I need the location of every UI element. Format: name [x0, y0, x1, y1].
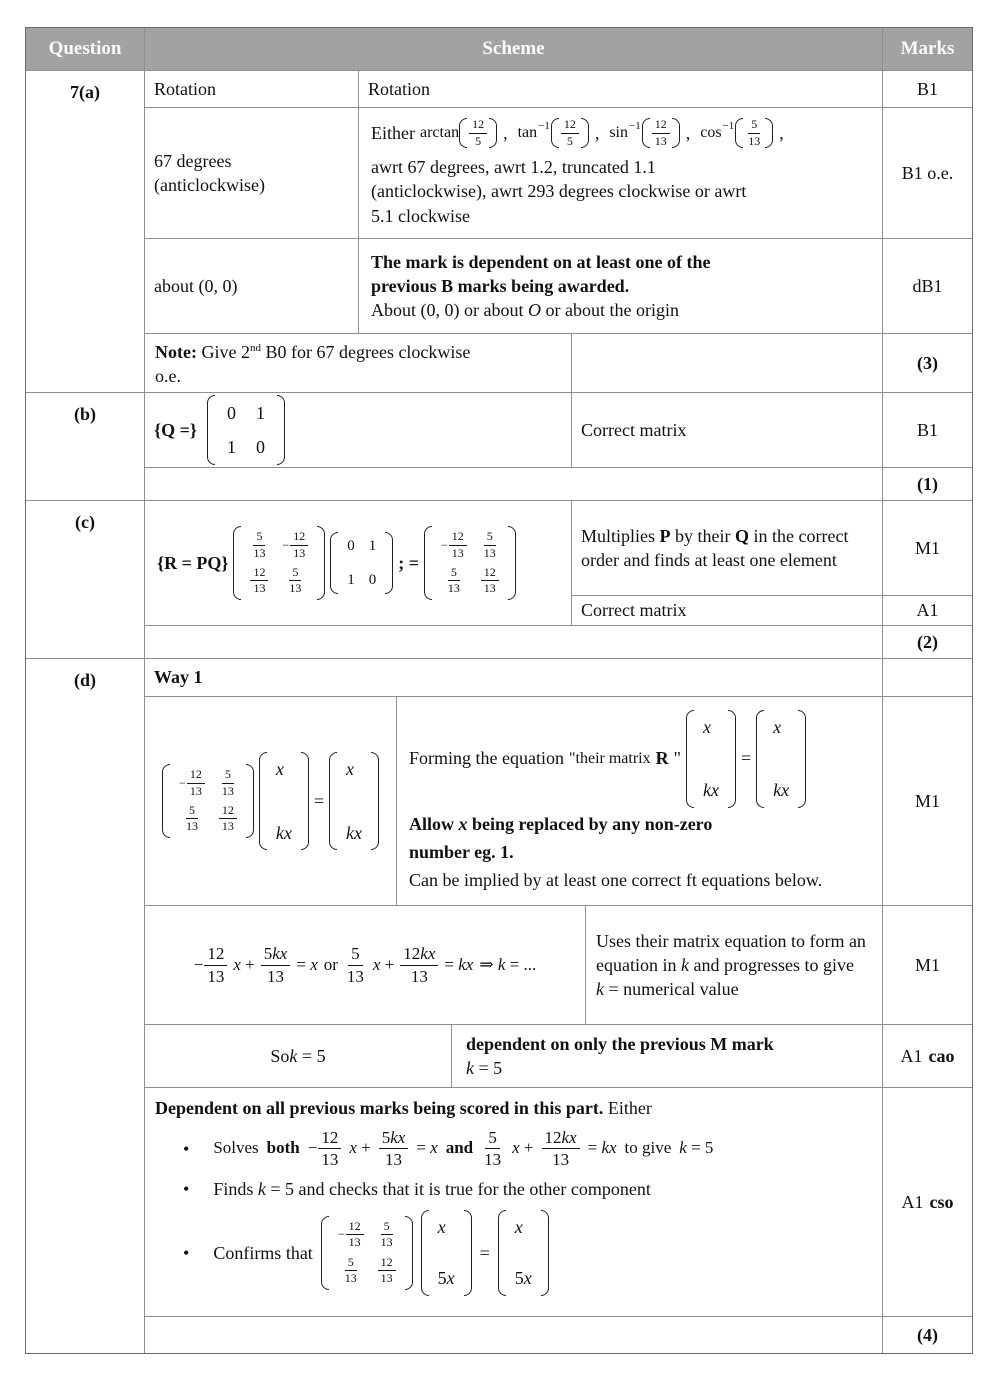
left-paren-icon: [321, 1216, 329, 1290]
d-total-marks: [883, 1317, 972, 1353]
c-matrix-p-entry-10: 12 13: [250, 566, 268, 596]
a-about-plain1: About (0, 0) or about: [371, 300, 528, 321]
d4-bullet-solves: [155, 1128, 713, 1169]
d2-mark-m1-text: M1: [914, 954, 940, 975]
c-total-marks: [883, 626, 972, 658]
mark-scheme-table: [25, 27, 973, 1354]
d1-matrix-entry-11: 12 13: [219, 804, 237, 834]
a-answer-67-degrees: [145, 108, 358, 238]
d4-finds-word: Finds: [213, 1179, 258, 1200]
header-scheme-label: Scheme: [482, 38, 545, 60]
a-trig-line: [371, 118, 789, 148]
d2-description-cell: [586, 906, 882, 1024]
left-paren-icon: [686, 710, 694, 808]
d1-bold-R: R: [655, 748, 669, 769]
d2-x-plus1: x +: [233, 954, 255, 974]
d2-d3: = numerical value: [604, 979, 739, 1000]
c-matrix-q-entry-11: 0: [368, 572, 377, 588]
question-label-c: [26, 501, 144, 658]
c-d1c: by their: [670, 525, 736, 546]
b-matrix-entry-00: 0: [226, 403, 236, 424]
d4-frac4: 12kx 13: [542, 1128, 580, 1169]
header-question: [26, 28, 144, 70]
d1-v3-x: x: [702, 716, 711, 737]
d4-matrix-entry-00: − $\frac{12}{13}$: [338, 1220, 364, 1250]
c-r-equals-pq-label: {R = PQ}: [157, 552, 229, 573]
c-semicolon-equals: ; =: [398, 552, 419, 573]
d4-x-plus2: x +: [512, 1138, 534, 1158]
d-total-text: (4): [917, 1324, 938, 1345]
d3-k-equals-5: k = 5: [289, 1045, 326, 1066]
b-mark-b1-text: B1: [916, 419, 938, 440]
b-matrix-entry-01: 1: [255, 403, 265, 424]
a-answer-rotation: [145, 71, 358, 107]
right-paren-icon: [246, 764, 254, 838]
left-paren-icon: [329, 752, 337, 850]
a-dependent-bold-line1: The mark is dependent on at least one of the: [371, 251, 711, 272]
c-bold-Q: Q: [735, 525, 750, 546]
d4-bullet-confirms: [155, 1210, 549, 1296]
d4-v1-5x: 5x: [437, 1268, 455, 1289]
b-matrix: [207, 395, 285, 465]
a-scheme-dependent-note: [359, 239, 882, 333]
left-paren-icon: [233, 526, 241, 600]
a-note-pre: Give 2: [196, 342, 250, 362]
b-total-marks: [883, 468, 972, 500]
a-note-empty-cell: [572, 334, 882, 392]
d1-matrix-entry-01: 5 13: [221, 767, 234, 798]
d3-mark-a1-cao: [883, 1025, 972, 1087]
right-paren-icon: [508, 526, 516, 600]
a-note-line1: [155, 340, 470, 364]
left-paren-icon: [551, 118, 559, 148]
a-note-superscript: nd: [249, 342, 261, 354]
d1-allow-line2: number eg. 1.: [409, 841, 514, 862]
c-correct-matrix-text: Correct matrix: [581, 600, 687, 621]
d3-k5-line: k = 5: [466, 1058, 503, 1078]
d2-frac1: − $\frac{12}{13}$: [194, 944, 228, 985]
c-mark-m1: [883, 501, 972, 595]
a-mark-b1-text: B1: [916, 78, 938, 99]
d4-finds-rest: and checks that it is true for the other component: [294, 1179, 651, 1200]
bullet-icon: •: [183, 1179, 190, 1200]
comma: ,: [594, 122, 600, 143]
c-matrix-p: [233, 526, 325, 600]
d4-frac3: 5 13: [484, 1128, 502, 1170]
c-matrix-p-entry-00: 5 13: [253, 529, 266, 560]
right-paren-icon: [541, 1210, 549, 1296]
c-description-a1-cell: [572, 596, 882, 625]
c-matrix-p-entry-01: − $\frac{12}{13}$: [282, 530, 308, 560]
d1-v4-x: x: [773, 716, 782, 737]
d4-frac1: − $\frac{12}{13}$: [308, 1128, 342, 1169]
right-paren-icon: [672, 118, 680, 148]
a-scheme-rotation: [359, 71, 882, 107]
d4-solves-word: Solves: [213, 1138, 259, 1158]
a-about-plain2: or about the origin: [540, 300, 679, 321]
d4-v1-x: x: [437, 1216, 446, 1237]
d3-dependent-cell: [452, 1025, 882, 1087]
d1-mark-m1: [883, 697, 972, 905]
cos-superscript: −1: [722, 119, 735, 132]
d1-allow-x: x: [458, 813, 468, 834]
d-way1-text: Way 1: [154, 667, 203, 688]
d4-matrix-entry-01: 5 13: [380, 1218, 393, 1250]
tan-inverse-expression: [518, 118, 589, 148]
d1-their-matrix-quote: "their matrix: [568, 749, 651, 767]
c-d1a: Multiplies: [581, 525, 660, 546]
a-rotation-right: Rotation: [368, 78, 430, 99]
arctan-expression: [420, 118, 497, 148]
a-awrt-line3: 5.1 clockwise: [371, 205, 470, 226]
d1-v2-kx: kx: [345, 822, 362, 843]
c-matrix-q-entry-00: 0: [347, 537, 355, 554]
b-matrix-entry-11: 0: [255, 436, 265, 457]
d1-matrix-r: [162, 764, 254, 838]
arctan-name: arctan: [419, 124, 460, 142]
d4-vector-x5x-right: [498, 1210, 549, 1296]
c-matrix-work-cell: [145, 501, 571, 625]
sin-name: sin: [609, 124, 628, 142]
tan-name: tan: [517, 124, 538, 142]
d1-matrix-entry-00: − $\frac{12}{13}$: [179, 768, 205, 798]
d3-so-k5-cell: [145, 1025, 451, 1087]
d4-both-bold: both: [266, 1138, 300, 1158]
d3-mark-cao-text: cao: [928, 1045, 955, 1066]
a-awrt-line2: (anticlockwise), awrt 293 degrees clockwise or awrt: [371, 181, 747, 202]
d4-matrix-entry-11: 12 13: [378, 1256, 396, 1286]
right-paren-icon: [464, 1210, 472, 1296]
c-bold-P: P: [659, 525, 671, 546]
d4-mark-cso-text: cso: [929, 1191, 954, 1212]
d3-mark-a1-text: A1: [900, 1045, 923, 1066]
header-marks: [883, 28, 972, 70]
d4-heading-either: Either: [603, 1098, 652, 1118]
question-label-7a: [26, 71, 144, 392]
d1-v3-kx: kx: [702, 780, 719, 801]
d2-equation-cell: [145, 906, 585, 1024]
header-question-label: Question: [48, 38, 122, 60]
question-label-d: [26, 659, 144, 1353]
right-paren-icon: [371, 752, 379, 850]
bullet-icon: •: [183, 1138, 190, 1159]
c-empty-row: [145, 626, 882, 658]
tan-superscript: −1: [538, 119, 550, 132]
d4-matrix-entry-10: 5 13: [344, 1254, 357, 1286]
right-paren-icon: [277, 395, 285, 465]
d4-heading: [155, 1096, 652, 1120]
a-total-text: (3): [917, 352, 938, 373]
d2-k-numerical-line: [596, 977, 739, 1001]
c-matrix-q-entry-10: 1: [347, 572, 355, 588]
d2-mark-m1: [883, 906, 972, 1024]
d4-frac2: 5kx 13: [379, 1128, 409, 1169]
d4-bullets-cell: [145, 1088, 882, 1316]
arctan-fraction: 12 5: [469, 118, 487, 148]
a-about-00-text: about (0, 0): [154, 275, 238, 296]
a-67deg-line2: (anticlockwise): [154, 175, 265, 195]
right-paren-icon: [765, 118, 773, 148]
b-matrix-entry-10: 1: [226, 436, 236, 457]
d1-equals-sign: =: [313, 790, 324, 811]
right-paren-icon: [301, 752, 309, 850]
d1-v4-kx: kx: [773, 780, 790, 801]
d1-vector-xkx-b: [756, 710, 806, 808]
sin-superscript: −1: [629, 119, 641, 132]
header-scheme: [145, 28, 882, 70]
d2-frac3: 5 13: [346, 944, 364, 986]
question-b-text: (b): [74, 404, 96, 424]
d4-k-equals-5: k = 5: [679, 1138, 714, 1158]
d-way1-cell: [145, 659, 882, 696]
a-rotation-left: Rotation: [154, 78, 216, 99]
comma: ,: [503, 122, 508, 143]
d4-mark-a1-text: A1: [901, 1191, 924, 1212]
d-way1-empty-mark: [883, 659, 972, 696]
d4-mark-a1-cso: [883, 1088, 972, 1316]
d1-vector-xkx-a: [686, 710, 736, 808]
d3-so-word: So: [270, 1045, 290, 1066]
d4-equals-kx: = kx: [587, 1138, 617, 1158]
right-paren-icon: [385, 532, 393, 595]
d-empty-row: [145, 1317, 882, 1353]
left-paren-icon: [756, 710, 764, 808]
a-note-cell: [145, 334, 571, 392]
d1-allow-pre: Allow: [409, 813, 459, 834]
b-total-text: (1): [917, 473, 938, 494]
b-empty-row: [145, 468, 882, 500]
tan-fraction: 12 5: [561, 118, 579, 148]
left-paren-icon: [207, 395, 215, 465]
d4-finds-line: [213, 1177, 651, 1201]
c-matrix-r-result: [424, 526, 516, 600]
d1-close-quote: ": [673, 748, 681, 769]
d1-v1-x: x: [275, 759, 284, 779]
a-67deg-line1: 67 degrees: [154, 150, 232, 171]
question-label-b: [26, 393, 144, 500]
d4-x-plus1: x +: [349, 1138, 371, 1158]
a-note-line2: o.e.: [155, 366, 181, 387]
a-dependent-bold-line2: previous B marks being awarded.: [371, 275, 630, 296]
d1-allow-post: being replaced by any non-zero: [467, 813, 713, 834]
left-paren-icon: [459, 118, 467, 148]
d2-d1: Uses their matrix equation to form an equation in: [596, 930, 866, 975]
header-marks-label: Marks: [900, 38, 955, 60]
d4-matrix: [321, 1216, 413, 1290]
c-matrix-r-entry-10: 5 13: [447, 565, 460, 596]
a-mark-b1-oe: [883, 108, 972, 238]
question-7a-text: 7(a): [70, 82, 100, 102]
d2-or-word: or: [323, 954, 338, 974]
b-mark-b1: [883, 393, 972, 467]
c-multiplies-text: [581, 524, 873, 573]
d4-v2-x: x: [514, 1216, 523, 1237]
d4-confirms-word: Confirms that: [213, 1242, 313, 1263]
d1-vector-xkx-left: [259, 752, 309, 850]
question-c-text: (c): [75, 512, 95, 532]
left-paren-icon: [498, 1210, 506, 1296]
left-paren-icon: [330, 532, 338, 595]
d2-frac2: 5kx 13: [261, 944, 291, 985]
d1-mark-m1-text: M1: [914, 790, 940, 811]
left-paren-icon: [259, 752, 267, 850]
c-total-text: (2): [917, 631, 938, 652]
d2-implies-k: ⇒ k = ...: [479, 954, 537, 974]
c-mark-m1-text: M1: [914, 537, 940, 558]
right-paren-icon: [798, 710, 806, 808]
left-paren-icon: [421, 1210, 429, 1296]
c-matrix-p-entry-11: 5 13: [289, 565, 302, 596]
d2-equals-x: = x: [296, 954, 318, 974]
sin-inverse-expression: [609, 118, 679, 148]
d1-v2-x: x: [345, 759, 354, 779]
d1-allow-line1: [409, 812, 712, 836]
a-awrt-lines: [371, 155, 746, 228]
a-note-post: B0 for 67 degrees clockwise: [260, 342, 471, 362]
question-d-text: (d): [74, 670, 96, 690]
d1-matrix-equation-cell: [145, 697, 396, 905]
d3-dependent-bold: dependent on only the previous M mark: [466, 1033, 774, 1054]
right-paren-icon: [581, 118, 589, 148]
d4-bullet-finds: [155, 1177, 651, 1201]
bullet-icon: •: [183, 1242, 190, 1263]
c-matrix-q-entry-01: 1: [368, 537, 377, 554]
right-paren-icon: [728, 710, 736, 808]
c-matrix-r-entry-11: 12 13: [481, 566, 499, 596]
d1-forming-line: [409, 710, 806, 808]
a-awrt-line1: awrt 67 degrees, awrt 1.2, truncated 1.1: [371, 156, 656, 177]
d4-and-bold: and: [445, 1138, 474, 1158]
left-paren-icon: [424, 526, 432, 600]
right-paren-icon: [317, 526, 325, 600]
cos-inverse-expression: [700, 118, 773, 148]
a-mark-db1: [883, 239, 972, 333]
left-paren-icon: [735, 118, 743, 148]
d1-description-cell: [397, 697, 882, 905]
d4-heading-bold: Dependent on all previous marks being scored in this part.: [155, 1098, 604, 1118]
b-q-equals-label: {Q =}: [154, 419, 197, 440]
d4-equals-x: = x: [416, 1138, 438, 1158]
a-mark-b1: [883, 71, 972, 107]
c-mark-a1: [883, 596, 972, 625]
d2-italic-k2: k: [596, 979, 604, 1000]
comma: ,: [779, 122, 784, 143]
c-description-m1-cell: [572, 501, 882, 595]
d2-frac4: 12kx 13: [400, 944, 438, 985]
d4-equals-sign: =: [479, 1242, 490, 1263]
d2-equals-kx: = kx: [444, 954, 474, 974]
c-matrix-q: [330, 532, 393, 595]
d1-forming-text: Forming the equation: [409, 748, 564, 769]
cos-fraction: 5 13: [748, 117, 761, 148]
a-about-origin-line: [371, 298, 679, 322]
d4-finds-k5: k = 5: [257, 1179, 294, 1200]
c-d1e: in the correct order and finds at least one element: [581, 525, 849, 570]
d2-italic-k: k: [680, 954, 689, 975]
d1-v1-kx: kx: [275, 822, 292, 843]
b-correct-matrix-text: Correct matrix: [581, 419, 687, 440]
cos-name: cos: [700, 124, 722, 142]
d4-vector-x5x-left: [421, 1210, 472, 1296]
d2-x-plus2: x +: [372, 954, 395, 974]
a-origin-O: O: [527, 300, 541, 321]
a-total-marks: [883, 334, 972, 392]
a-scheme-either: [359, 108, 882, 238]
a-mark-b1-oe-text: B1 o.e.: [901, 162, 954, 183]
c-matrix-r-entry-00: − $\frac{12}{13}$: [441, 530, 467, 560]
d4-to-give: to give: [624, 1138, 672, 1158]
d1-equals-sign2: =: [740, 748, 752, 769]
right-paren-icon: [489, 118, 497, 148]
d1-implied-text: Can be implied by at least one correct ft equations below.: [409, 870, 823, 891]
c-mark-a1-text: A1: [916, 600, 939, 621]
comma: ,: [685, 122, 691, 143]
a-note-bold: Note:: [155, 342, 197, 362]
c-matrix-r-entry-01: 5 13: [483, 529, 496, 560]
d2-uses-text: [596, 929, 872, 978]
left-paren-icon: [642, 118, 650, 148]
d1-matrix-entry-10: 5 13: [185, 803, 198, 834]
sin-fraction: 12 13: [652, 118, 670, 148]
b-matrix-cell: [145, 393, 571, 467]
a-mark-db1-text: dB1: [912, 275, 943, 296]
left-paren-icon: [162, 764, 170, 838]
d1-vector-xkx-right: [329, 752, 379, 850]
b-description-cell: [572, 393, 882, 467]
right-paren-icon: [405, 1216, 413, 1290]
a-either-word: Either: [371, 122, 415, 143]
d4-v2-5x: 5x: [514, 1268, 532, 1289]
a-answer-about-00: [145, 239, 358, 333]
d2-d2: and progresses to give: [688, 954, 854, 975]
